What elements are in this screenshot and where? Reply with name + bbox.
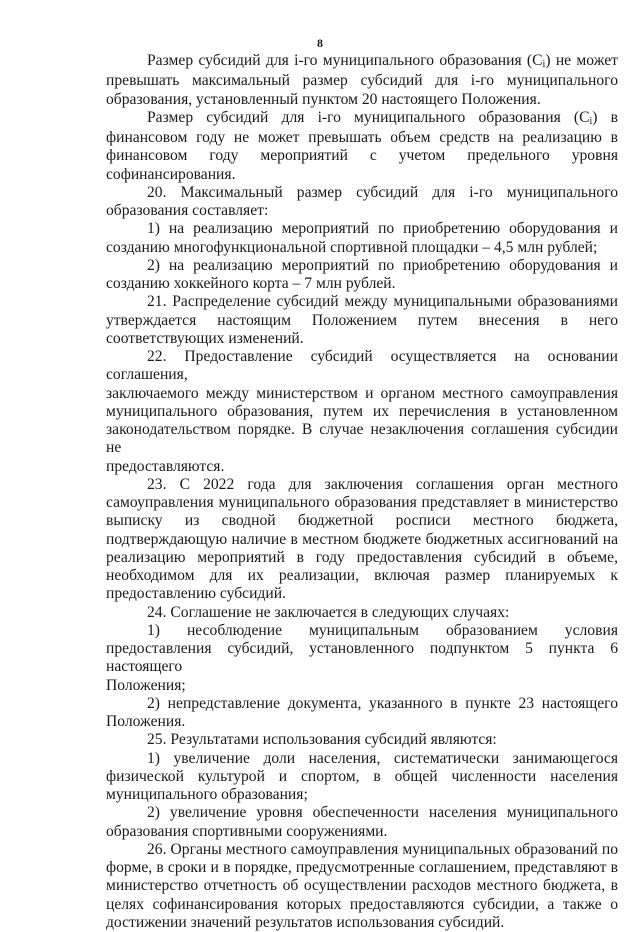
text-line <box>106 713 618 731</box>
text-line <box>106 184 618 202</box>
text-line <box>106 421 618 458</box>
line-text: Размер субсидий для i-го муниципального образования (C <box>147 52 543 69</box>
text-line <box>106 147 618 165</box>
text-line <box>106 494 618 512</box>
line-text: 1) несоблюдение муниципальным образованием условия <box>147 621 618 639</box>
text-line <box>106 622 618 640</box>
line-text: 2) увеличение уровня обеспеченности населения муниципального <box>147 804 618 822</box>
text-line <box>106 72 618 90</box>
line-text: Положения. <box>106 713 186 730</box>
line-text: образования составляет: <box>106 202 269 219</box>
line-text: Размер субсидий для i-го муниципального образования (C <box>147 108 590 126</box>
line-text: заключаемого между министерством и органом местного самоуправления <box>106 384 618 402</box>
line-text: 2) на реализацию мероприятий по приобретению оборудования и <box>147 256 618 274</box>
line-text: 21. Распределение субсидий между муниципальными образованиями <box>147 293 618 311</box>
line-text: достижении значений результатов использования субсидий. <box>106 913 505 931</box>
text-line <box>106 403 618 421</box>
line-text: министерство отчетность об осуществлении расходов местного бюджета, в <box>106 877 618 895</box>
text-line <box>106 293 618 311</box>
line-text: предоставлению субсидий. <box>106 585 286 603</box>
line-text-tail: ) в <box>592 108 618 126</box>
line-text: 23. С 2022 года для заключения соглашения орган местного <box>147 475 618 493</box>
text-line <box>106 385 618 403</box>
line-text: подтверждающую наличие в местном бюджете бюджетных ассигнований на <box>106 530 618 548</box>
line-text: самоуправления муниципального образования представляет в министерство <box>106 494 618 511</box>
line-text: созданию хоккейного корта – 7 млн рублей. <box>106 275 396 292</box>
text-line <box>106 859 618 877</box>
text-line <box>106 804 618 822</box>
text-line <box>106 585 618 603</box>
text-line <box>106 202 618 220</box>
text-line <box>106 239 618 257</box>
text-line <box>106 823 618 841</box>
text-line <box>106 52 618 72</box>
line-text: 24. Соглашение не заключается в следующих случаях: <box>147 603 510 621</box>
text-line <box>106 91 618 109</box>
line-text: 26. Органы местного самоуправления муниципальных образований по <box>147 840 618 858</box>
text-line <box>106 877 618 895</box>
text-line <box>106 768 618 786</box>
line-text: 22. Предоставление субсидий осуществляется на основании соглашения, <box>106 348 618 384</box>
line-text: 1) на реализацию мероприятий по приобретению оборудования и <box>147 220 618 238</box>
line-text: 25. Результатами использования субсидий являются: <box>147 731 497 749</box>
text-line <box>106 695 618 713</box>
text-line <box>106 640 618 677</box>
line-text: образования, установленный пунктом 20 настоящего Положения. <box>106 90 541 108</box>
text-line <box>106 330 618 348</box>
text-line <box>106 604 618 622</box>
line-text: образования спортивными сооружениями. <box>106 822 388 840</box>
line-text: 1) увеличение доли населения, систематически занимающегося <box>147 749 618 767</box>
line-text: превышать максимальный размер субсидий для i-го муниципального <box>106 72 618 90</box>
line-text: реализацию мероприятий в году предоставления субсидий в объеме, <box>106 548 618 566</box>
text-line <box>106 458 618 476</box>
text-line <box>106 841 618 859</box>
line-text: созданию многофункциональной спортивной площадки – 4,5 млн рублей; <box>106 238 598 256</box>
line-text: соответствующих изменений. <box>106 329 304 347</box>
text-line <box>106 257 618 275</box>
text-line <box>106 750 618 768</box>
text-line <box>106 275 618 293</box>
line-text: выписку из сводной бюджетной росписи местного бюджета, <box>106 512 618 530</box>
text-line <box>106 677 618 695</box>
subscript-index: i <box>589 115 593 127</box>
line-text: форме, в сроки и в порядке, предусмотренные соглашением, представляют в <box>106 859 618 876</box>
line-text: 20. Максимальный размер субсидий для i-го муниципального <box>147 183 618 201</box>
line-text: муниципального образования; <box>106 786 308 803</box>
line-text: целях софинансирования которых предоставляются субсидии, а также о <box>106 895 618 913</box>
line-text: финансовом году мероприятий с учетом предельного уровня <box>106 147 618 165</box>
line-text: необходимом для их реализации, включая размер планируемых к <box>106 567 618 584</box>
text-line <box>106 312 618 330</box>
text-line <box>106 166 618 184</box>
line-text: законодательством порядке. В случае незаключения соглашения субсидии не <box>106 421 618 457</box>
text-line <box>106 914 618 932</box>
text-line <box>106 512 618 530</box>
line-text-tail: ) не может <box>545 52 618 69</box>
text-line <box>106 786 618 804</box>
text-line <box>106 476 618 494</box>
line-text: предоставления субсидий, установленного подпунктом 5 пункта 6 настоящего <box>106 640 618 676</box>
page-number: 8 <box>317 36 323 50</box>
line-text: 2) непредставление документа, указанного в пункте 23 настоящего <box>147 694 618 712</box>
line-text: Положения; <box>106 676 186 694</box>
text-line <box>106 531 618 549</box>
line-text: физической культурой и спортом, в общей численности населения <box>106 767 618 785</box>
text-line <box>106 348 618 385</box>
line-text: софинансирования. <box>106 165 236 183</box>
line-text: муниципального образования, путем их перечисления в установленном <box>106 402 618 420</box>
line-text: финансовом году не может превышать объем средств на реализацию в <box>106 129 618 146</box>
line-text: предоставляются. <box>106 457 225 475</box>
text-line <box>106 567 618 585</box>
text-line <box>106 731 618 749</box>
text-line <box>106 220 618 238</box>
text-line <box>106 896 618 914</box>
subscript-index: i <box>542 59 546 70</box>
text-line <box>106 109 618 129</box>
document-body <box>106 52 618 932</box>
text-line <box>106 549 618 567</box>
line-text: утверждается настоящим Положением путем внесения в него <box>106 311 618 329</box>
text-line <box>106 129 618 147</box>
